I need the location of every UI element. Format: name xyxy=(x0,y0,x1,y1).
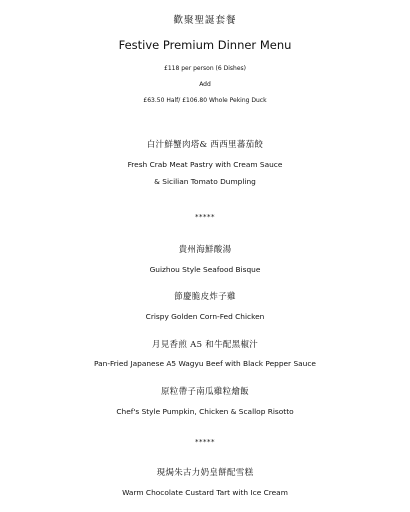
course-6-chinese: 現焗朱古力奶皇餅配雪糕 xyxy=(156,468,254,478)
course-4-chinese: 月見香煎 A5 和牛配黑椒汁 xyxy=(151,340,259,350)
course-1-chinese: 白汁鮮蟹肉塔& 西西里蕃茄餃 xyxy=(146,140,264,150)
course-2-chinese: 貴州海鮮酸湯 xyxy=(178,245,232,255)
course-6-english: Warm Chocolate Custard Tart with Ice Cream xyxy=(122,488,288,497)
menu-title-chinese: 歡聚聖誕套餐 xyxy=(173,15,237,26)
course-5-english: Chef's Style Pumpkin, Chicken & Scallop Risotto xyxy=(116,407,294,416)
course-1-english-line-2: & Sicilian Tomato Dumpling xyxy=(154,177,256,186)
course-4-english: Pan-Fried Japanese A5 Wagyu Beef with Black Pepper Sauce xyxy=(94,359,316,368)
course-3-chinese: 節慶脆皮炸子雞 xyxy=(174,292,236,302)
course-3-english: Crispy Golden Corn-Fed Chicken xyxy=(145,312,265,321)
course-1-english-line-1: Fresh Crab Meat Pastry with Cream Sauce xyxy=(127,160,283,169)
menu-title: Festive Premium Dinner Menu xyxy=(118,38,292,52)
separator: ***** xyxy=(195,438,215,446)
separator: ***** xyxy=(195,213,215,221)
course-2-english: Guizhou Style Seafood Bisque xyxy=(149,265,261,274)
peking-duck-price: £63.50 Half/ £106.80 Whole Peking Duck xyxy=(143,97,267,104)
course-5-chinese: 原粒帶子南瓜雞粒燴飯 xyxy=(160,387,249,397)
add-label: Add xyxy=(199,81,211,88)
price-per-person: £118 per person (6 Dishes) xyxy=(164,65,246,72)
